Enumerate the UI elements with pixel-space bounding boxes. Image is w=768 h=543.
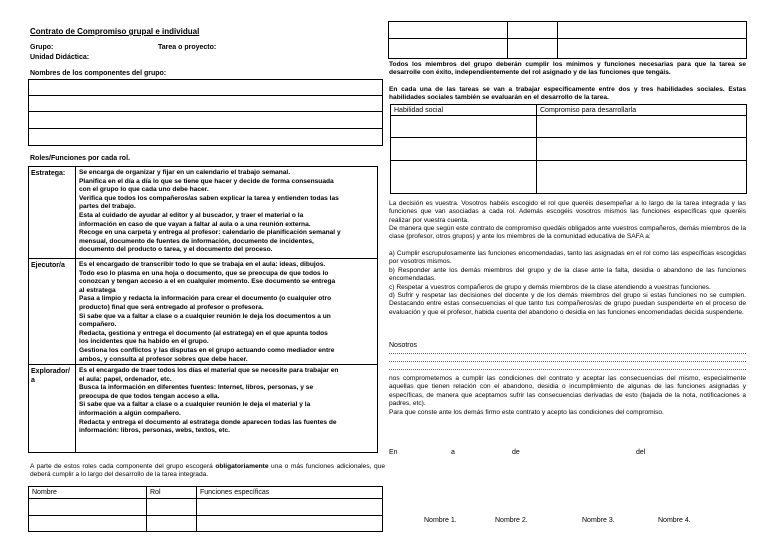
fill-line[interactable] <box>389 353 746 354</box>
continuation-table <box>388 21 747 59</box>
intro-minimums: Todos los miembros del grupo deberán cumplir los mínimos y funciones necesarias para que la tarea se desarrolle con éxito, independientemente del rol asignado y de las funciones que tengáis. <box>389 61 746 77</box>
role-name: Ejecutor/a <box>31 262 65 269</box>
decision-paragraph: La decisión es vuestra. Vosotros habéis escogido el rol que queréis desempeñar a lo largo de la tarea integrada y las funciones que van asociadas a cada rol. Además escogéis vosotros mismos las funciones específicas que queréis realizar por vuestra cuenta. <box>389 200 746 224</box>
obligation-item: d) Sufrir y respetar las decisiones del docente y de los demás miembros del grupo si estas funciones no se cumplen. Destacando entre estas consecuencias el que tanto tus compañeros/as de grupo puedan suspenderte en el proceso de evaluación y que el profesor, habida cuenta del abandono o desidia en las funciones encomendadas decida suspenderte. <box>389 292 746 316</box>
obligation-list <box>389 250 746 317</box>
skills-column-divider <box>536 104 537 194</box>
skills-row-divider <box>390 137 747 138</box>
manner-paragraph: De manera que según este contrato de compromiso quedáis obligados ante vuestros compañeros, demás miembros de la clase (profesor, otros grupos) y ante los miembros de la comunidad educativa de SAFA a: <box>389 225 746 241</box>
roles-row-divider <box>28 364 378 365</box>
col-header-skill: Habilidad social <box>394 107 444 114</box>
functions-column-divider <box>196 486 197 532</box>
obligation-item: c) Respetar a vuestros compañeros de grupo y demás miembros de la clase atendiendo a vuestras funciones. <box>389 283 711 291</box>
col-header-name: Nombre <box>32 489 57 496</box>
nosotros-label: Nosotros <box>389 342 418 349</box>
date-place-label: En <box>389 449 398 456</box>
roles-note: A parte de estos roles cada componente del grupo escogerá obligatoriamente una o más funciones adicionales, que deberá cumplir a lo largo del desarrollo de la tarea integrada. <box>30 463 385 479</box>
signature-name: Nombre 2. <box>495 517 528 524</box>
col-header-functions: Funciones específicas <box>200 489 270 496</box>
date-month-label: de <box>512 449 520 456</box>
roles-row-divider <box>28 258 378 259</box>
signature-name: Nombre 3. <box>582 517 615 524</box>
date-day-label: a <box>451 449 455 456</box>
members-row-divider <box>28 111 383 112</box>
obligation-item: a) Cumplir escrupulosamente las funciones encomendadas, tanto las asignadas en el rol como las específicas escogidas por vosotros mismos. <box>389 250 746 266</box>
fill-line[interactable] <box>389 369 746 370</box>
functions-column-divider <box>146 486 147 532</box>
col-header-role: Rol <box>150 489 161 496</box>
date-year-label: del <box>636 449 646 456</box>
role-description: Se encarga de organizar y fijar en un calendario el trabajo semanal. Planifica en el día a día lo que se tiene que hacer y decide de forma consensuada con el grupo lo que cada uno debe hacer. Verifica que todos los compañeros/as saben explicar la tarea y entienden todas las partes del trabajo. Esta al cuidado de ayudar al editor y al buscador, y traer el material o la información en caso de que vayan a faltar al aula o a una reunión externa. Recoge en una carpeta y entrega al profesor: calendario de planificación semanal y mensual, documento de fuentes de información, documento de incidentes, documento del producto o tarea, y el documento del proceso. <box>79 169 341 254</box>
role-description: Es el encargado de transcribir todo lo que se trabaja en el aula: ideas, dibujos. Todo eso lo plasma en una hoja o documento, que se preocupa de que todos lo conozcan y tengan acceso a el en cualquier momento. Ese documento se entrega al estratega Pasa a limpio y redacta la información para crear el documento (o cualquier otro producto) final que será entregado al profesor o profesora. Si sabe que va a faltar a clase o a cualquier reunión le deja los documentos a un compañero. Redacta, gestiona y entrega el documento (al estratega) en el que apunta todos los incidentes que ha habido en el grupo. Gestiona los conflictos y las disputas en el grupo actuando como mediador entre ambos, y consulta al profesor sobres que debe hacer. <box>79 261 336 363</box>
functions-row-divider <box>28 498 383 499</box>
page-title: Contrato de Compromiso grupal e individual <box>30 27 200 36</box>
role-name: Estratega: <box>31 170 66 177</box>
continuation-column-divider <box>557 21 558 59</box>
skills-row-divider <box>390 115 747 116</box>
members-label: Nombres de los componentes del grupo: <box>30 70 167 77</box>
obligation-item: b) Responder ante los demás miembros del grupo y de la clase ante la falta, desidia o abandono de las funciones encomendadas. <box>389 266 746 283</box>
role-description: Es el encargado de traer todos los días el material que se necesite para trabajar en el aula: papel, ordenador, etc. Busca la información en diferentes fuentes: Internet, libros, personas, y se preocupa de que todos tengan acceso a ella. Si sabe que va a faltar a clase o a cualquier reunión le deja el material y la información a algún compañero. Redacta y entrega el documento al estratega donde aparecen todas las fuentes de información: libros, personas, webs, textos, etc. <box>79 367 339 435</box>
members-table <box>28 79 383 146</box>
col-header-commitment: Compromiso para desarrollarla <box>540 107 637 114</box>
roles-label: Roles/Funciones por cada rol. <box>30 155 130 162</box>
functions-row-divider <box>28 515 383 516</box>
members-row-divider <box>28 95 383 96</box>
fill-line[interactable] <box>389 361 746 362</box>
continuation-row-divider <box>388 38 747 39</box>
role-name: Explorador/a <box>31 368 70 384</box>
continuation-column-divider <box>507 21 508 59</box>
signature-statement: Para que conste ante los demás firmo este contrato y acepto las condiciones del compromiso. <box>389 409 664 416</box>
skills-row-divider <box>390 160 747 161</box>
roles-column-divider <box>75 166 76 453</box>
members-row-divider <box>28 128 383 129</box>
signature-name: Nombre 4. <box>658 517 691 524</box>
commitment-paragraph: nos comprometemos a cumplir las condiciones del contrato y aceptar las consecuencias del mismo, especialmente aquellas que tienen relación con el abandono, desidia o incumplimiento de algunas de las funciones asignadas y específicas, de manera que aceptamos sufrir las consecuencias derivadas de esto (bajada de la nota, notificaciones a padres, etc). <box>389 375 746 408</box>
skills-table <box>390 104 747 194</box>
unit-label: Unidad Didáctica: <box>30 54 90 61</box>
signature-name: Nombre 1. <box>424 517 457 524</box>
intro-social-skills: En cada una de las tareas se van a trabajar específicamente entre dos y tres habilidades sociales. Estas habilidades sociales también se evaluarán en el desarrollo de la tarea. <box>389 86 746 102</box>
task-label: Tarea o proyecto: <box>158 44 217 51</box>
group-label: Grupo: <box>30 44 54 51</box>
